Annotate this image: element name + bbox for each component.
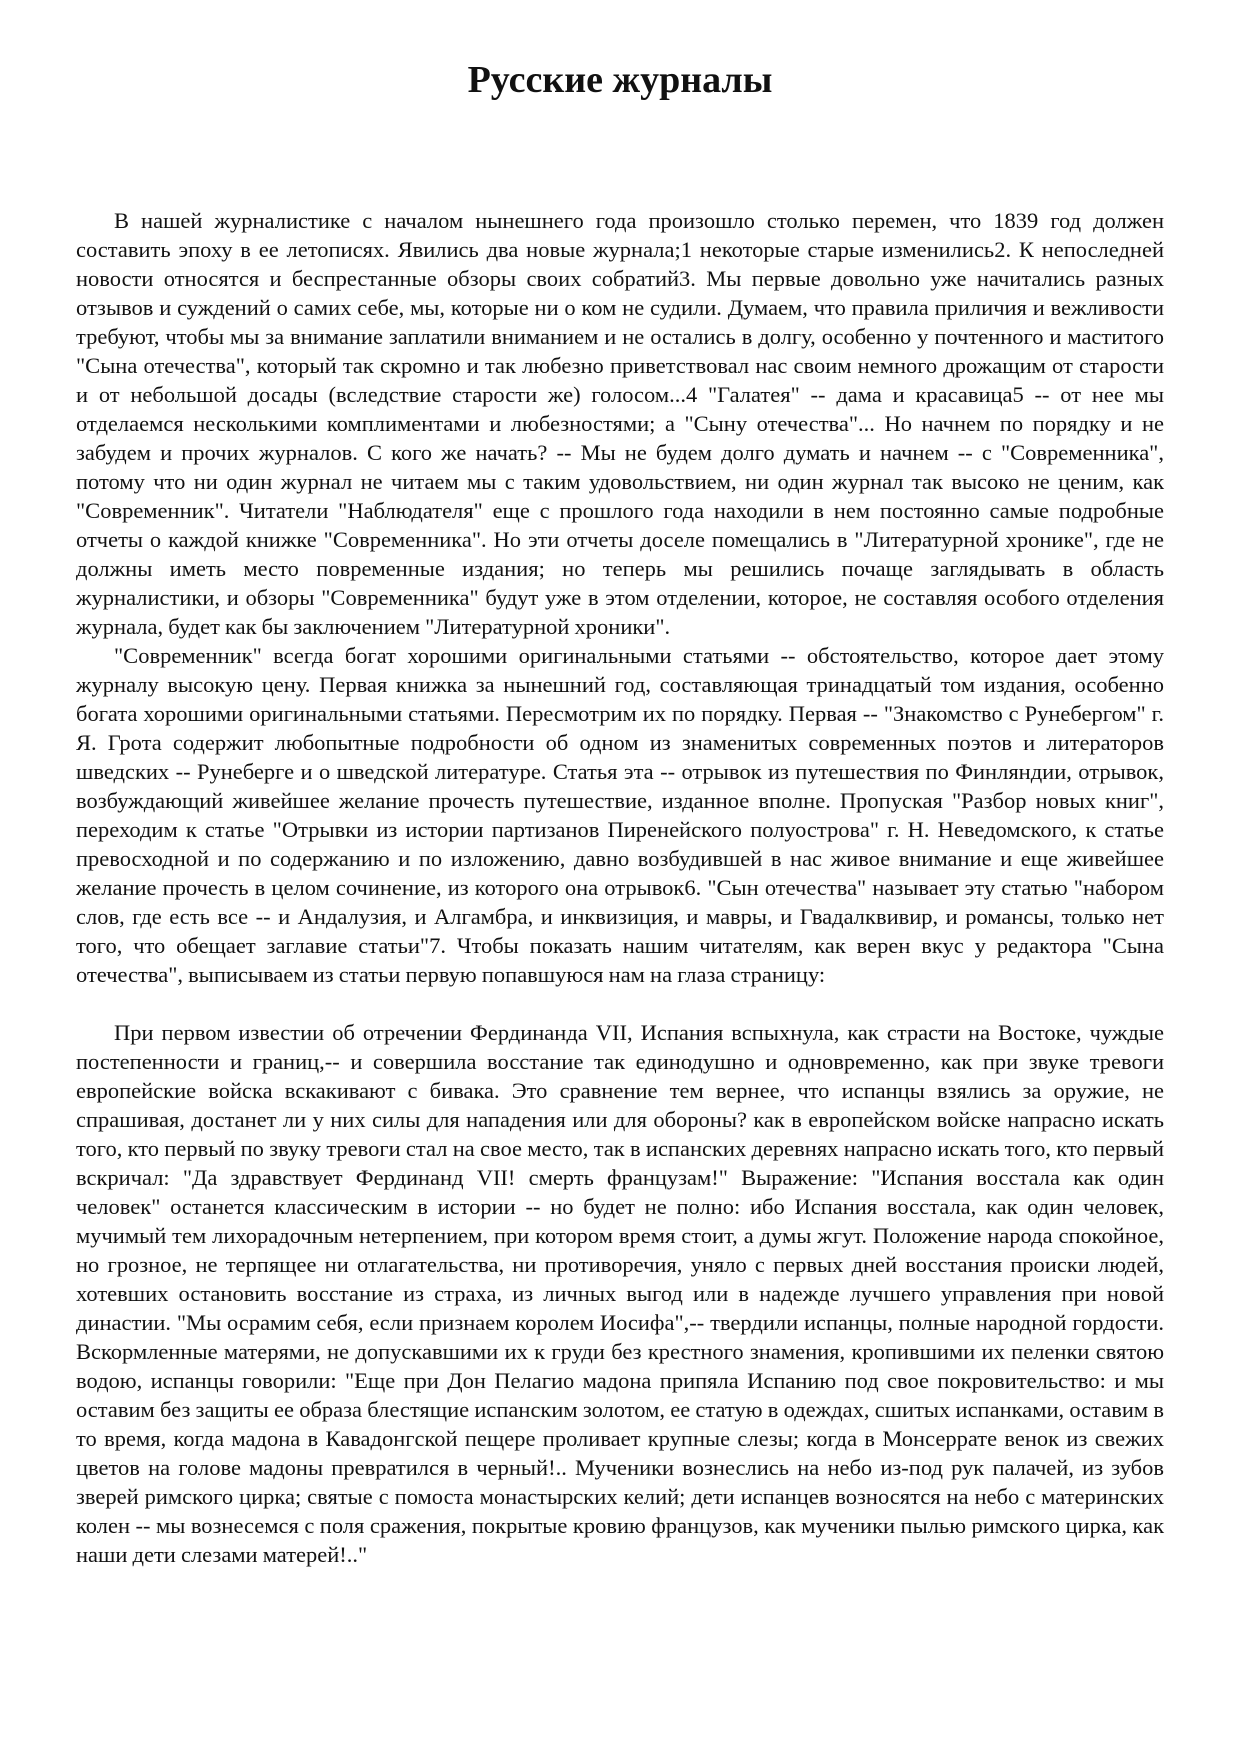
document-body [76,206,1164,1569]
quoted-passage: При первом известии об отречении Фердинанда VII, Испания вспыхнула, как страсти на Востоке, чуждые постепенности и границ,-- и совершила восстание так единодушно и одновременно, как при звуке тревоги европейские войска вскакивают с бивака. Это сравнение тем вернее, что испанцы взялись за оружие, не спрашивая, достанет ли у них силы для нападения или для обороны? как в европейском войске напрасно искать того, кто первый по звуку тревоги стал на свое место, так в испанских деревнях напрасно искать того, кто первый вскричал: "Да здравствует Фердинанд VII! смерть французам!" Выражение: "Испания восстала как один человек" останется классическим в истории -- но будет не полно: ибо Испания восстала, как один человек, мучимый тем лихорадочным нетерпением, при котором время стоит, а думы жгут. Положение народа спокойное, но грозное, не терпящее ни отлагательства, ни противоречия, уняло с первых дней восстания происки людей, хотевших остановить восстание из страха, из личных выгод или в надежде лучшего управления при новой династии. "Мы осрамим себя, если признаем королем Иосифа",-- твердили испанцы, полные народной гордости. Вскормленные матерями, не допускавшими их к груди без крестного знамения, кропившими их пеленки святою водою, испанцы говорили: "Еще при Дон Пелагио мадона припяла Испанию под свое покровительство: и мы оставим без защиты ее образа блестящие испанским золотом, ее статую в одеждах, сшитых испанками, оставим в то время, когда мадона в Кавадонгской пещере проливает крупные слезы; когда в Монсеррате венок из свежих цветов на голове мадоны превратился в черный!.. Мученики вознеслись на небо из-под рук палачей, из зубов зверей римского цирка; святые с помоста монастырских келий; дети испанцев возносятся на небо с материнских колен -- мы вознесемся с поля сражения, покрытые кровию французов, как мученики пылью римского цирка, как наши дети слезами матерей!.." [76,1020,1164,1567]
paragraph: "Современник" всегда богат хорошими оригинальными статьями -- обстоятельство, которое дает этому журналу высокую цену. Первая книжка за нынешний год, составляющая тринадцатый том издания, особенно богата хорошими оригинальными статьями. Пересмотрим их по порядку. Первая -- "Знакомство с Рунебергом" г. Я. Грота содержит любопытные подробности об одном из знаменитых современных поэтов и литераторов шведских -- Рунеберге и о шведской литературе. Статья эта -- отрывок из путешествия по Финляндии, отрывок, возбуждающий живейшее желание прочесть путешествие, изданное вполне. Пропуская "Разбор новых книг", переходим к статье "Отрывки из истории партизанов Пиренейского полуострова" г. Н. Неведомского, к статье превосходной и по содержанию и по изложению, давно возбудившей в нас живое внимание и еще живейшее желание прочесть в целом сочинение, из которого она отрывок6. "Сын отечества" называет эту статью "набором слов, где есть все -- и Андалузия, и Алгамбра, и инквизиция, и мавры, и Гвадалквивир, и романсы, только нет того, что обещает заглавие статьи"7. Чтобы показать нашим читателям, как верен вкус у редактора "Сына отечества", выписываем из статьи первую попавшуюся нам на глаза страницу: [76,643,1164,987]
paragraph: В нашей журналистике с началом нынешнего года произошло столько перемен, что 1839 год должен составить эпоху в ее летописях. Явились два новые журнала;1 некоторые старые изменились2. К непоследней новости относятся и беспрестанные обзоры своих собратий3. Мы первые довольно уже начитались разных отзывов и суждений о самих себе, мы, которые ни о ком не судили. Думаем, что правила приличия и вежливости требуют, чтобы мы за внимание заплатили вниманием и не остались в долгу, особенно у почтенного и маститого "Сына отечества", который так скромно и так любезно приветствовал нас своим немного дрожащим от старости и от небольшой досады (вследствие старости же) голосом...4 "Галатея" -- дама и красавица5 -- от нее мы отделаемся несколькими комплиментами и любезностями; а "Сыну отечества"... Но начнем по порядку и не забудем и прочих журналов. С кого же начать? -- Мы не будем долго думать и начнем -- с "Современника", потому что ни один журнал не читаем мы с таким удовольствием, ни один журнал так высоко не ценим, как "Современник". Читатели "Наблюдателя" еще с прошлого года находили в нем постоянно самые подробные отчеты о каждой книжке "Современника". Но эти отчеты доселе помещались в "Литературной хронике", где не должны иметь место повременные издания; но теперь мы решились почаще заглядывать в область журналистики, и обзоры "Современника" будут уже в этом отделении, которое, не составляя особого отделения журнала, будет как бы заключением "Литературной хроники". [76,208,1164,639]
document-title: Русские журналы [467,59,773,101]
document-page [76,50,1164,1569]
